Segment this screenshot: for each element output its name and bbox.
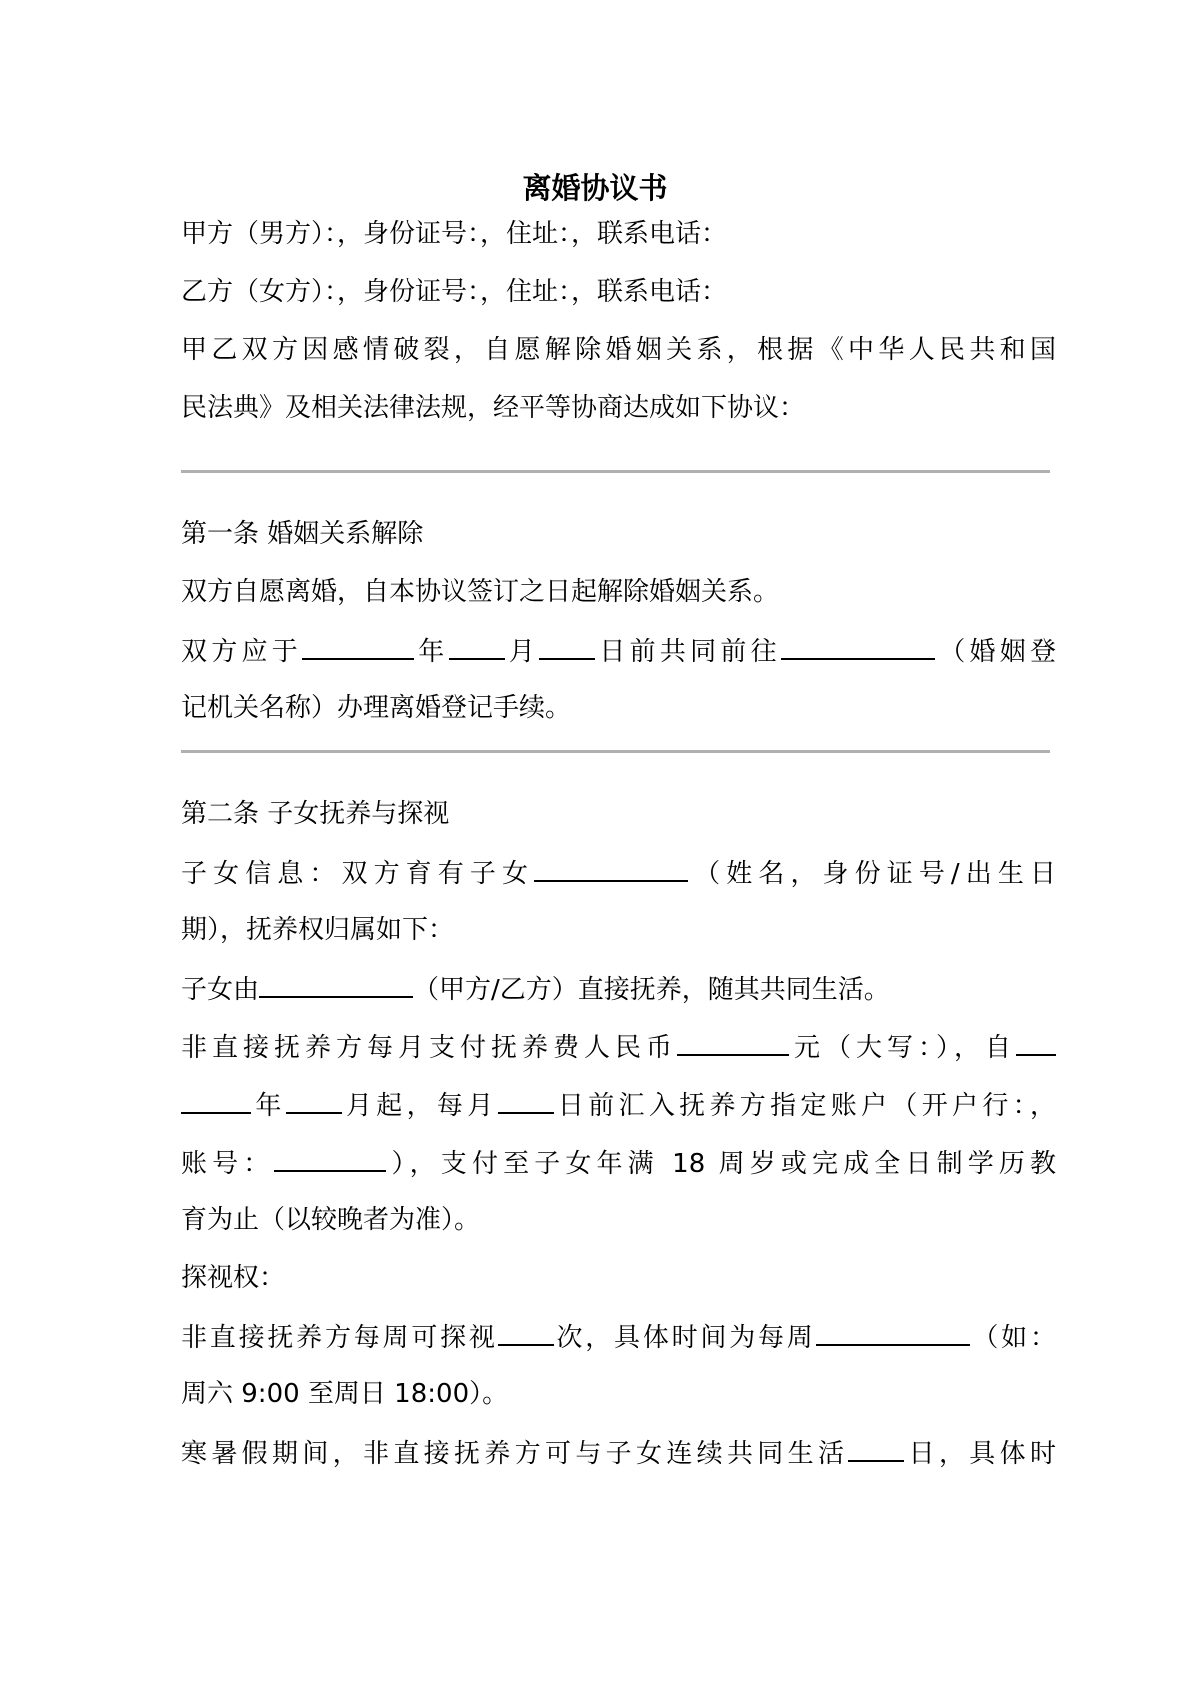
support-amount-blank[interactable]	[677, 1028, 789, 1056]
party-a-line: 甲方（男方）：，身份证号：，住址：，联系电话：	[181, 219, 728, 249]
custody-text: （甲方/乙方）直接抚养，随其共同生活。	[413, 975, 890, 1005]
intro-line-1: 甲乙双方因感情破裂，自愿解除婚姻关系，根据《中华人民共和国	[181, 335, 1056, 365]
section-divider	[181, 750, 1050, 753]
holiday-text: 日，具体时	[904, 1439, 1056, 1469]
support-line-1	[181, 1028, 1056, 1066]
registration-text: 年	[414, 637, 449, 667]
custodian-blank[interactable]	[259, 970, 413, 998]
holiday-line	[181, 1434, 1056, 1472]
child-info-text: （姓名，身份证号/出生日	[688, 859, 1056, 889]
visit-count-blank[interactable]	[498, 1318, 554, 1346]
visitation-text: （如：	[969, 1323, 1056, 1353]
support-text: 年	[251, 1091, 286, 1121]
month-blank[interactable]	[449, 632, 505, 660]
day-blank[interactable]	[539, 632, 595, 660]
year-blank[interactable]	[302, 632, 414, 660]
registration-line	[181, 632, 1056, 670]
party-b-line: 乙方（女方）：，身份证号：，住址：，联系电话：	[181, 277, 728, 307]
support-text: 账号：	[181, 1149, 275, 1179]
support-line-2	[181, 1086, 1056, 1124]
visit-time-blank[interactable]	[816, 1318, 970, 1346]
visitation-heading: 探视权：	[181, 1263, 286, 1293]
holiday-text: 寒暑假期间，非直接抚养方可与子女连续共同生活	[181, 1439, 849, 1469]
start-month-blank[interactable]	[286, 1086, 342, 1114]
payment-day-blank[interactable]	[498, 1086, 554, 1114]
article-1-paragraph: 双方自愿离婚，自本协议签订之日起解除婚姻关系。	[181, 577, 780, 607]
support-line-4: 育为止（以较晚者为准）。	[181, 1205, 481, 1235]
support-text: 月起，每月	[341, 1091, 498, 1121]
child-name-blank[interactable]	[534, 854, 688, 882]
holiday-days-blank[interactable]	[848, 1434, 904, 1462]
child-info-text: 子女信息：双方育有子女	[181, 859, 535, 889]
registration-text: （婚姻登	[934, 637, 1056, 667]
visitation-line-2: 周六 9:00 至周日 18:00）。	[181, 1379, 509, 1409]
support-text: 日前汇入抚养方指定账户（开户行：，	[553, 1091, 1056, 1121]
registry-office-blank[interactable]	[781, 632, 935, 660]
article-1-heading: 第一条 婚姻关系解除	[181, 519, 424, 549]
visitation-text: 非直接抚养方每周可探视	[181, 1323, 498, 1353]
visitation-text: 次，具体时间为每周	[553, 1323, 816, 1353]
registration-line-2: 记机关名称）办理离婚登记手续。	[181, 693, 572, 723]
child-info-line	[181, 854, 1056, 892]
visitation-line	[181, 1318, 1056, 1356]
child-info-line-2: 期），抚养权归属如下：	[181, 915, 455, 945]
registration-text: 日前共同前往	[595, 637, 781, 667]
custody-line	[181, 970, 1056, 1008]
account-number-blank[interactable]	[274, 1144, 386, 1172]
registration-text: 双方应于	[181, 637, 303, 667]
support-line-3	[181, 1144, 1056, 1182]
registration-text: 月	[504, 637, 540, 667]
intro-line-2: 民法典》及相关法律法规，经平等协商达成如下协议：	[181, 393, 806, 423]
start-year-blank[interactable]	[1016, 1028, 1056, 1056]
section-divider	[181, 470, 1050, 473]
support-text: 元（大写：），自	[788, 1033, 1016, 1063]
custody-text: 子女由	[181, 975, 260, 1005]
article-2-heading: 第二条 子女抚养与探视	[181, 799, 450, 829]
document-title: 离婚协议书	[522, 171, 668, 205]
support-text: 非直接抚养方每月支付抚养费人民币	[181, 1033, 677, 1063]
start-year-blank[interactable]	[181, 1086, 251, 1114]
support-text: ），支付至子女年满 18 周岁或完成全日制学历教	[386, 1149, 1056, 1179]
